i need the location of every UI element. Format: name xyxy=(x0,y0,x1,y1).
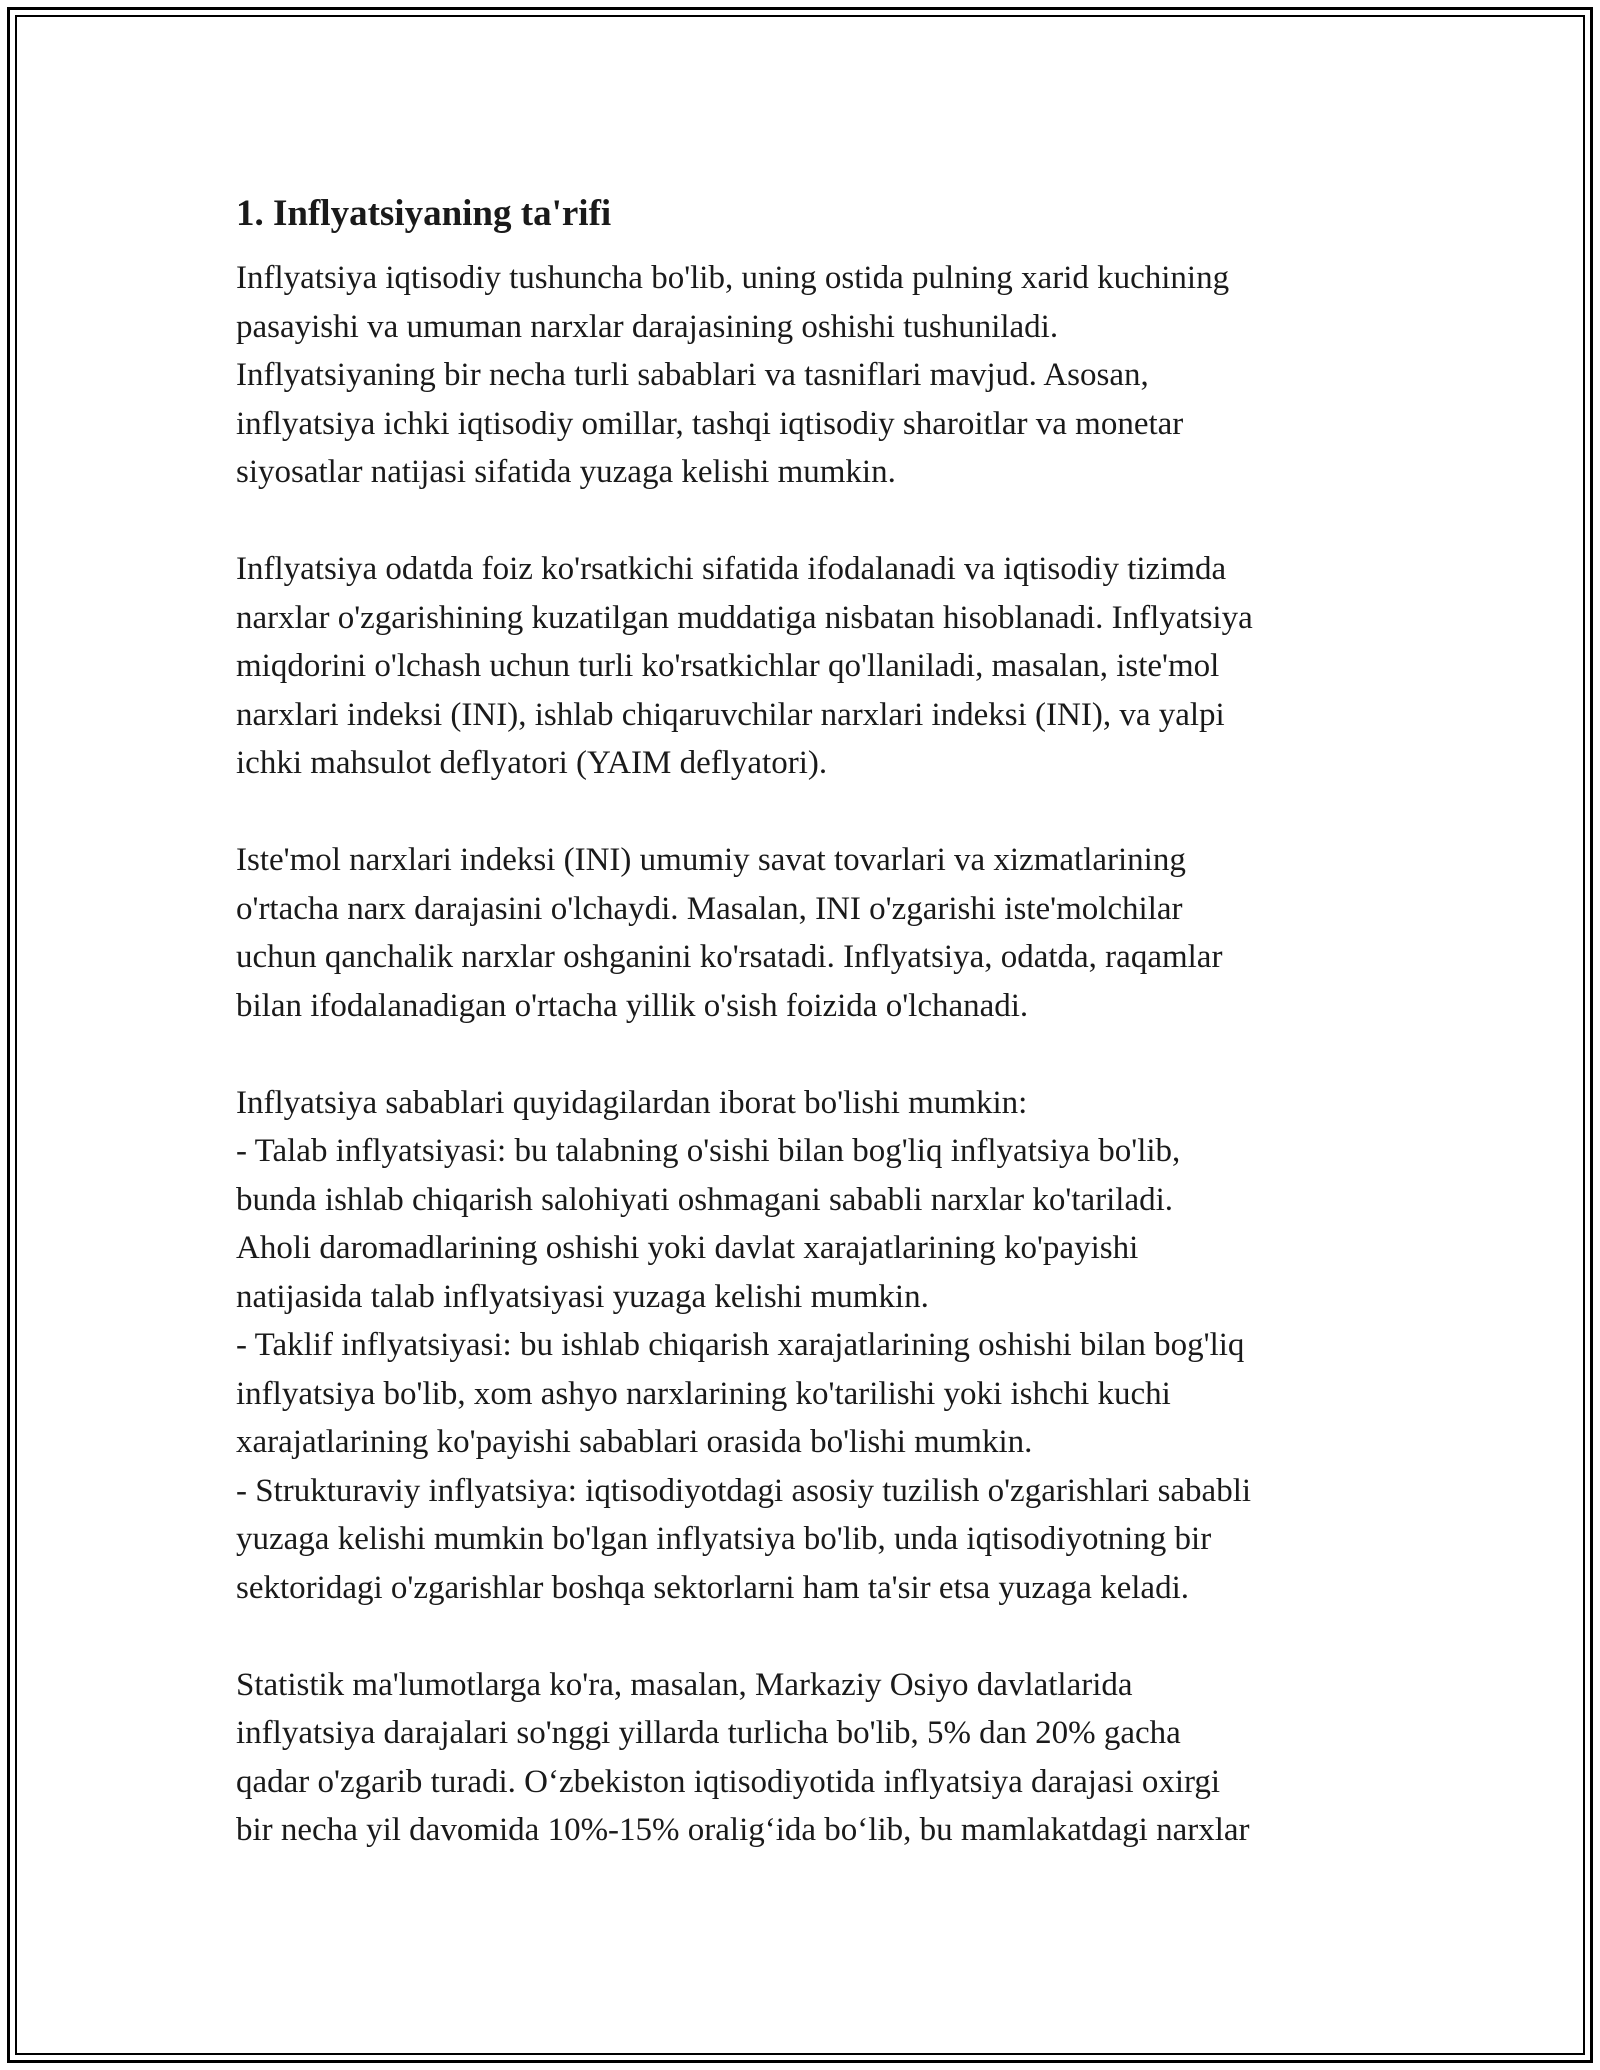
text-line: Inflyatsiya odatda foiz ko'rsatkichi sifatida ifodalanadi va iqtisodiy tizimda xyxy=(236,551,1227,587)
list-item-structural: - Strukturaviy inflyatsiya: iqtisodiyotdagi asosiy tuzilish o'zgarishlari sababli xyxy=(236,1472,1252,1509)
text-line: Statistik ma'lumotlarga ko'ra, masalan, Markaziy Osiyo davlatlarida xyxy=(236,1666,1133,1703)
text-line: yuzaga kelishi mumkin bo'lgan inflyatsiya bo'lib, unda iqtisodiyotning bir xyxy=(236,1521,1212,1557)
text-line: pasayishi va umuman narxlar darajasining oshishi tushuniladi. xyxy=(236,308,1059,345)
text-line: Aholi daromadlarining oshishi yoki davlat xarajatlarining ko'payishi xyxy=(236,1230,1139,1266)
text-line: o'rtacha narx darajasini o'lchaydi. Masalan, INI o'zgarishi iste'molchilar xyxy=(236,890,1183,927)
text-line: Inflyatsiyaning bir necha turli sabablari va tasniflari mavjud. Asosan, xyxy=(236,357,1149,393)
text-line: uchun qanchalik narxlar oshganini ko'rsatadi. Inflyatsiya, odatda, raqamlar xyxy=(236,939,1223,975)
text-line: qadar o'zgarib turadi. O‘zbekiston iqtisodiyotida inflyatsiya darajasi oxirgi xyxy=(236,1763,1221,1800)
text-line: Inflyatsiya iqtisodiy tushuncha bo'lib, uning ostida pulning xarid kuchining xyxy=(236,260,1230,296)
text-line: sektoridagi o'zgarishlar boshqa sektorlarni ham ta'sir etsa yuzaga keladi. xyxy=(236,1569,1189,1606)
paragraph-causes xyxy=(236,1079,1386,1613)
paragraph-definition xyxy=(236,254,1386,497)
text-line: bir necha yil davomida 10%-15% oralig‘ida bo‘lib, bu mamlakatdagi narxlar xyxy=(236,1812,1250,1848)
text-line: inflyatsiya ichki iqtisodiy omillar, tashqi iqtisodiy sharoitlar va monetar xyxy=(236,405,1184,442)
text-line: miqdorini o'lchash uchun turli ko'rsatkichlar qo'llaniladi, masalan, iste'mol xyxy=(236,648,1220,684)
text-line: inflyatsiya darajalari so'nggi yillarda turlicha bo'lib, 5% dan 20% gacha xyxy=(236,1715,1181,1751)
list-item-demand: - Talab inflyatsiyasi: bu talabning o'sishi bilan bog'liq inflyatsiya bo'lib, xyxy=(236,1133,1181,1169)
paragraph-statistics xyxy=(236,1661,1386,1855)
section-heading: 1. Inflyatsiyaning ta'rifi xyxy=(236,193,612,234)
text-line: siyosatlar natijasi sifatida yuzaga kelishi mumkin. xyxy=(236,454,896,490)
text-line: xarajatlarining ko'payishi sabablari orasida bo'lishi mumkin. xyxy=(236,1424,1033,1460)
text-line: Inflyatsiya sabablari quyidagilardan iborat bo'lishi mumkin: xyxy=(236,1084,1028,1121)
list-item-supply: - Taklif inflyatsiyasi: bu ishlab chiqarish xarajatlarining oshishi bilan bog'liq xyxy=(236,1327,1245,1363)
text-line: bilan ifodalanadigan o'rtacha yillik o'sish foizida o'lchanadi. xyxy=(236,987,1029,1024)
document-body xyxy=(236,186,1386,1903)
text-line: Iste'mol narxlari indeksi (INI) umumiy savat tovarlari va xizmatlarining xyxy=(236,842,1186,878)
text-line: narxlar o'zgarishining kuzatilgan muddatiga nisbatan hisoblanadi. Inflyatsiya xyxy=(236,599,1253,636)
text-line: narxlari indeksi (INI), ishlab chiqaruvchilar narxlari indeksi (INI), va yalpi xyxy=(236,696,1225,733)
text-line: inflyatsiya bo'lib, xom ashyo narxlarining ko'tarilishi yoki ishchi kuchi xyxy=(236,1375,1171,1412)
text-line: natijasida talab inflyatsiyasi yuzaga kelishi mumkin. xyxy=(236,1278,929,1315)
text-line: bunda ishlab chiqarish salohiyati oshmagani sababli narxlar ko'tariladi. xyxy=(236,1181,1174,1218)
paragraph-cpi xyxy=(236,836,1386,1030)
text-line: ichki mahsulot deflyatori (YAIM deflyatori). xyxy=(236,745,828,781)
paragraph-measurement xyxy=(236,545,1386,788)
